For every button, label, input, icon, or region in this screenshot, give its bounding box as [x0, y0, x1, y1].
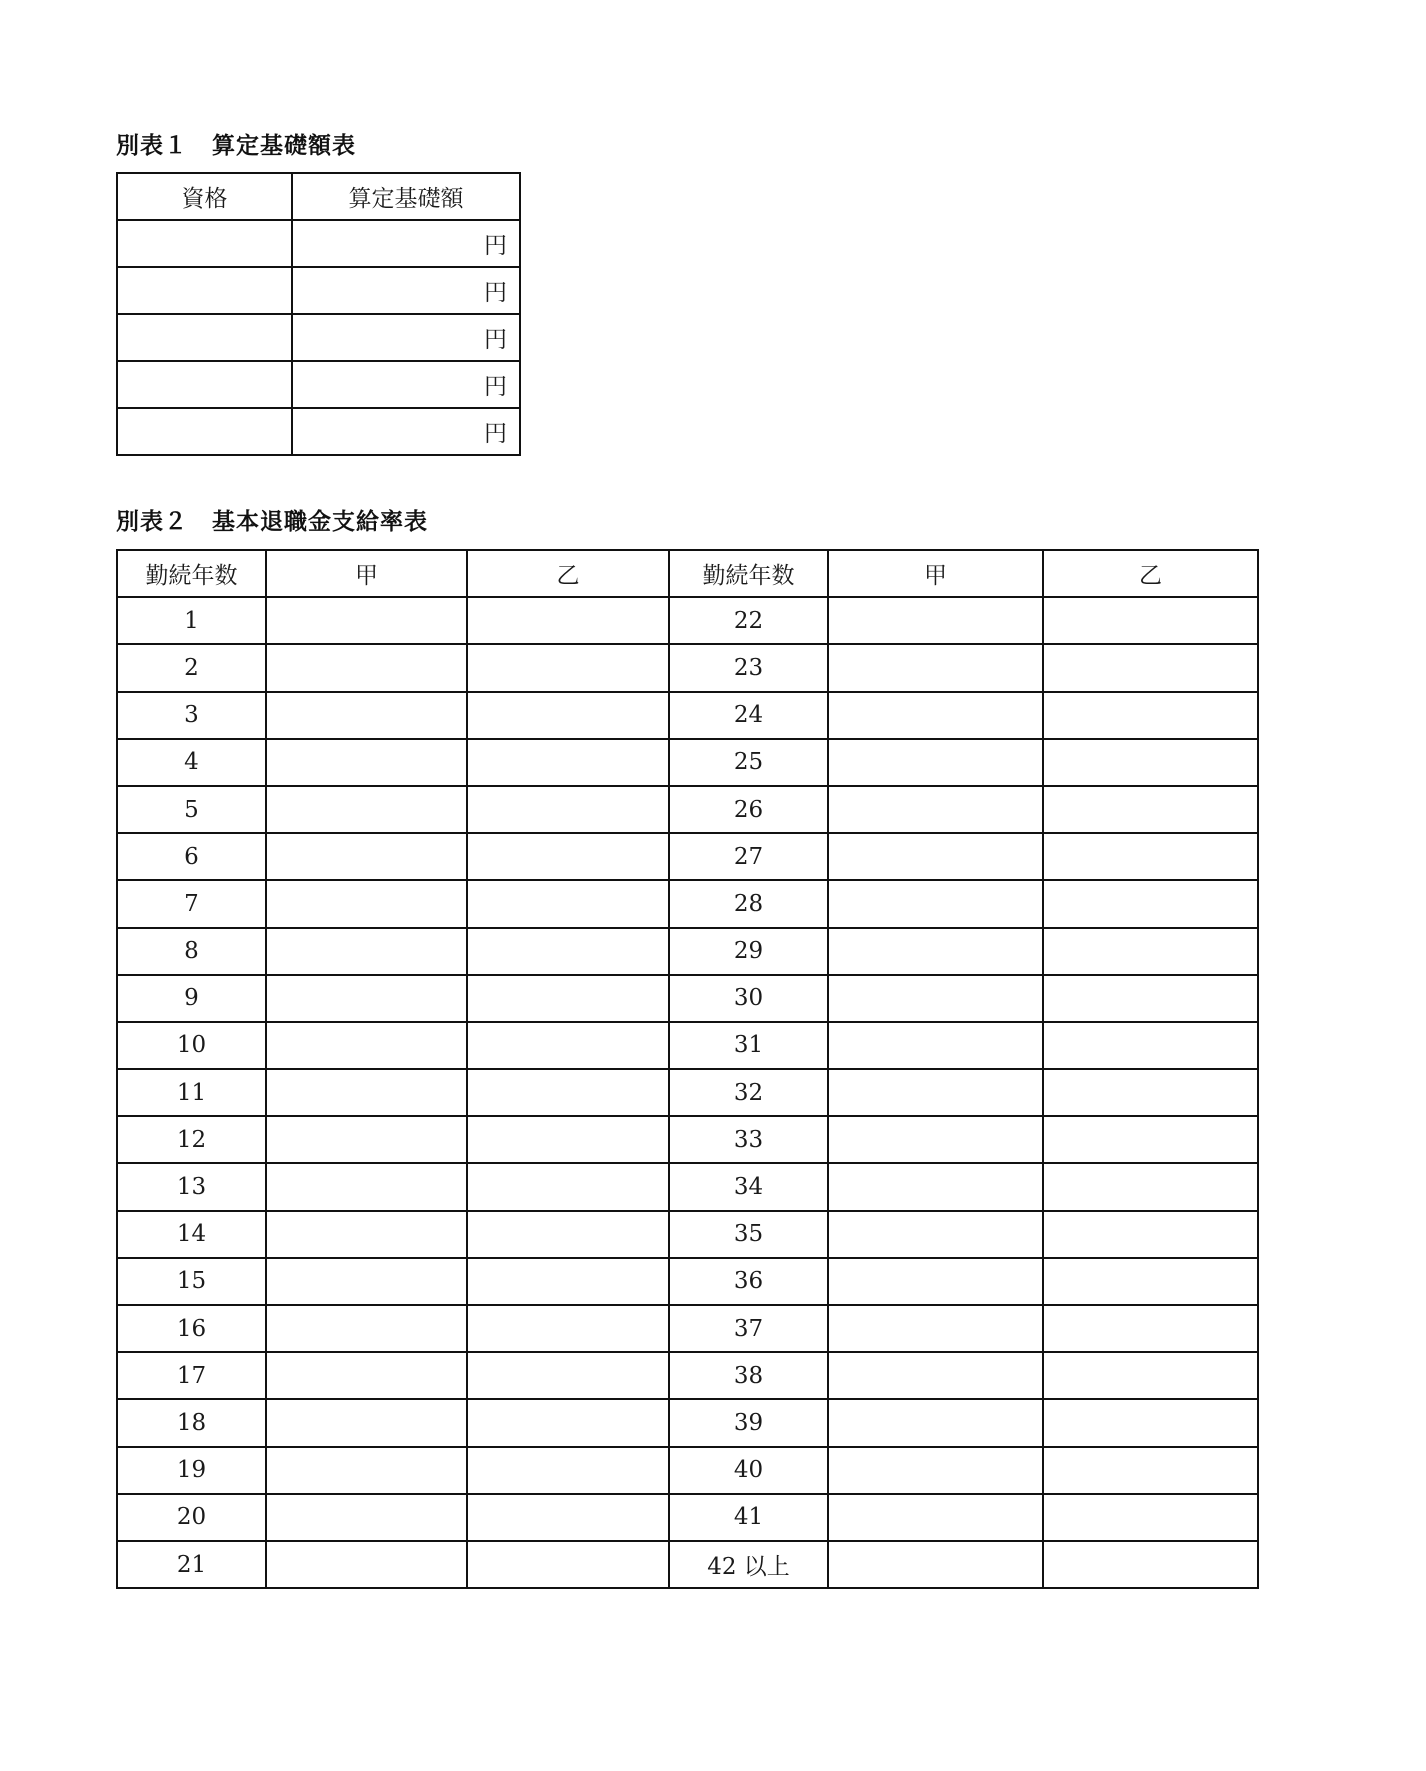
header-otsu-left: 乙	[467, 550, 669, 597]
years-cell: 1	[117, 597, 266, 644]
ko-rate-cell[interactable]	[828, 833, 1043, 880]
years-cell: 35	[669, 1211, 828, 1258]
table-row	[117, 975, 1258, 1022]
table-row	[117, 1069, 1258, 1116]
ko-rate-cell[interactable]	[266, 644, 467, 691]
table-row	[117, 361, 520, 408]
ko-rate-cell[interactable]	[828, 1305, 1043, 1352]
years-cell: 16	[117, 1305, 266, 1352]
header-base-amount: 算定基礎額	[292, 173, 520, 220]
amount-cell[interactable]: 円	[292, 220, 520, 267]
otsu-rate-cell[interactable]	[467, 880, 669, 927]
table-row	[117, 1211, 1258, 1258]
otsu-rate-cell[interactable]	[467, 1352, 669, 1399]
ko-rate-cell[interactable]	[266, 597, 467, 644]
ko-rate-cell[interactable]	[828, 1022, 1043, 1069]
qualification-cell[interactable]	[117, 361, 292, 408]
otsu-rate-cell[interactable]	[467, 644, 669, 691]
years-cell: 24	[669, 692, 828, 739]
ko-rate-cell[interactable]	[828, 692, 1043, 739]
ko-rate-cell[interactable]	[828, 1494, 1043, 1541]
years-cell: 13	[117, 1163, 266, 1210]
header-years-right: 勤続年数	[669, 550, 828, 597]
otsu-rate-cell[interactable]	[1043, 975, 1258, 1022]
years-cell: 9	[117, 975, 266, 1022]
otsu-rate-cell[interactable]	[1043, 1305, 1258, 1352]
table-row	[117, 786, 1258, 833]
years-cell: 14	[117, 1211, 266, 1258]
otsu-rate-cell[interactable]	[467, 1494, 669, 1541]
otsu-rate-cell[interactable]	[467, 1399, 669, 1446]
years-cell: 4	[117, 739, 266, 786]
years-cell: 19	[117, 1447, 266, 1494]
otsu-rate-cell[interactable]	[1043, 880, 1258, 927]
otsu-rate-cell[interactable]	[1043, 1258, 1258, 1305]
ko-rate-cell[interactable]	[266, 833, 467, 880]
years-cell: 37	[669, 1305, 828, 1352]
ko-rate-cell[interactable]	[828, 597, 1043, 644]
otsu-rate-cell[interactable]	[1043, 928, 1258, 975]
header-ko-right: 甲	[828, 550, 1043, 597]
otsu-rate-cell[interactable]	[467, 1022, 669, 1069]
amount-cell[interactable]: 円	[292, 267, 520, 314]
ko-rate-cell[interactable]	[266, 739, 467, 786]
otsu-rate-cell[interactable]	[1043, 833, 1258, 880]
table2-title: 別表２ 基本退職金支給率表	[116, 509, 428, 535]
ko-rate-cell[interactable]	[828, 786, 1043, 833]
table-row	[117, 644, 1258, 691]
years-cell: 2	[117, 644, 266, 691]
otsu-rate-cell[interactable]	[1043, 597, 1258, 644]
years-cell: 36	[669, 1258, 828, 1305]
ko-rate-cell[interactable]	[266, 1352, 467, 1399]
ko-rate-cell[interactable]	[828, 1116, 1043, 1163]
amount-cell[interactable]: 円	[292, 314, 520, 361]
years-cell: 33	[669, 1116, 828, 1163]
years-cell: 30	[669, 975, 828, 1022]
otsu-rate-cell[interactable]	[467, 692, 669, 739]
ko-rate-cell[interactable]	[266, 1447, 467, 1494]
ko-rate-cell[interactable]	[828, 1541, 1043, 1588]
table-row	[117, 314, 520, 361]
otsu-rate-cell[interactable]	[467, 1116, 669, 1163]
calculation-base-table	[116, 172, 521, 456]
ko-rate-cell[interactable]	[266, 880, 467, 927]
ko-rate-cell[interactable]	[266, 786, 467, 833]
otsu-rate-cell[interactable]	[467, 1305, 669, 1352]
table-row	[117, 1399, 1258, 1446]
years-cell: 27	[669, 833, 828, 880]
years-cell: 31	[669, 1022, 828, 1069]
ko-rate-cell[interactable]	[266, 1305, 467, 1352]
years-cell: 28	[669, 880, 828, 927]
ko-rate-cell[interactable]	[266, 1258, 467, 1305]
ko-rate-cell[interactable]	[828, 1069, 1043, 1116]
otsu-rate-cell[interactable]	[1043, 1399, 1258, 1446]
years-cell: 18	[117, 1399, 266, 1446]
table-row	[117, 408, 520, 455]
ko-rate-cell[interactable]	[266, 1541, 467, 1588]
ko-rate-cell[interactable]	[266, 692, 467, 739]
table-row	[117, 1541, 1258, 1588]
table-row	[117, 1258, 1258, 1305]
years-cell: 3	[117, 692, 266, 739]
otsu-rate-cell[interactable]	[467, 597, 669, 644]
otsu-rate-cell[interactable]	[467, 1258, 669, 1305]
years-cell: 34	[669, 1163, 828, 1210]
years-cell: 38	[669, 1352, 828, 1399]
ko-rate-cell[interactable]	[828, 1258, 1043, 1305]
ko-rate-cell[interactable]	[828, 880, 1043, 927]
ko-rate-cell[interactable]	[828, 1399, 1043, 1446]
table2-body	[117, 597, 1258, 1588]
years-cell: 29	[669, 928, 828, 975]
ko-rate-cell[interactable]	[828, 644, 1043, 691]
otsu-rate-cell[interactable]	[1043, 1541, 1258, 1588]
ko-rate-cell[interactable]	[266, 928, 467, 975]
table-row	[117, 928, 1258, 975]
table-row	[117, 1163, 1258, 1210]
table-row	[117, 1352, 1258, 1399]
years-cell: 20	[117, 1494, 266, 1541]
ko-rate-cell[interactable]	[266, 1163, 467, 1210]
otsu-rate-cell[interactable]	[467, 975, 669, 1022]
otsu-rate-cell[interactable]	[467, 1163, 669, 1210]
years-cell: 23	[669, 644, 828, 691]
header-qualification: 資格	[117, 173, 292, 220]
otsu-rate-cell[interactable]	[467, 1541, 669, 1588]
table-row	[117, 1022, 1258, 1069]
otsu-rate-cell[interactable]	[1043, 1163, 1258, 1210]
ko-rate-cell[interactable]	[828, 1352, 1043, 1399]
years-cell: 11	[117, 1069, 266, 1116]
otsu-rate-cell[interactable]	[467, 739, 669, 786]
header-otsu-right: 乙	[1043, 550, 1258, 597]
amount-cell[interactable]: 円	[292, 408, 520, 455]
years-cell: 6	[117, 833, 266, 880]
table2-header-row	[117, 550, 1258, 597]
table-row	[117, 597, 1258, 644]
ko-rate-cell[interactable]	[828, 739, 1043, 786]
amount-cell[interactable]: 円	[292, 361, 520, 408]
table-row	[117, 692, 1258, 739]
otsu-rate-cell[interactable]	[1043, 1022, 1258, 1069]
years-cell: 32	[669, 1069, 828, 1116]
otsu-rate-cell[interactable]	[1043, 1069, 1258, 1116]
otsu-rate-cell[interactable]	[1043, 1494, 1258, 1541]
qualification-cell[interactable]	[117, 408, 292, 455]
header-ko-left: 甲	[266, 550, 467, 597]
table-row	[117, 1116, 1258, 1163]
otsu-rate-cell[interactable]	[1043, 1447, 1258, 1494]
ko-rate-cell[interactable]	[828, 928, 1043, 975]
ko-rate-cell[interactable]	[828, 1447, 1043, 1494]
retirement-rate-table	[116, 549, 1259, 1589]
otsu-rate-cell[interactable]	[467, 928, 669, 975]
table1-header-row	[117, 173, 520, 220]
table-row	[117, 1447, 1258, 1494]
table-row	[117, 220, 520, 267]
otsu-rate-cell[interactable]	[467, 786, 669, 833]
table-row	[117, 267, 520, 314]
years-cell: 8	[117, 928, 266, 975]
table-row	[117, 1305, 1258, 1352]
years-cell: 21	[117, 1541, 266, 1588]
qualification-cell[interactable]	[117, 314, 292, 361]
ko-rate-cell[interactable]	[266, 1494, 467, 1541]
header-years-left: 勤続年数	[117, 550, 266, 597]
otsu-rate-cell[interactable]	[1043, 1116, 1258, 1163]
otsu-rate-cell[interactable]	[1043, 644, 1258, 691]
ko-rate-cell[interactable]	[828, 1211, 1043, 1258]
otsu-rate-cell[interactable]	[1043, 1211, 1258, 1258]
otsu-rate-cell[interactable]	[1043, 1352, 1258, 1399]
ko-rate-cell[interactable]	[828, 1163, 1043, 1210]
ko-rate-cell[interactable]	[266, 1211, 467, 1258]
ko-rate-cell[interactable]	[266, 1399, 467, 1446]
years-cell: 7	[117, 880, 266, 927]
ko-rate-cell[interactable]	[828, 975, 1043, 1022]
years-cell: 41	[669, 1494, 828, 1541]
qualification-cell[interactable]	[117, 267, 292, 314]
otsu-rate-cell[interactable]	[1043, 786, 1258, 833]
ko-rate-cell[interactable]	[266, 1022, 467, 1069]
years-cell: 10	[117, 1022, 266, 1069]
years-cell: 17	[117, 1352, 266, 1399]
ko-rate-cell[interactable]	[266, 975, 467, 1022]
years-cell: 42 以上	[669, 1541, 828, 1588]
ko-rate-cell[interactable]	[266, 1069, 467, 1116]
years-cell: 39	[669, 1399, 828, 1446]
years-cell: 22	[669, 597, 828, 644]
table-row	[117, 1494, 1258, 1541]
otsu-rate-cell[interactable]	[467, 1447, 669, 1494]
otsu-rate-cell[interactable]	[467, 1211, 669, 1258]
otsu-rate-cell[interactable]	[1043, 739, 1258, 786]
otsu-rate-cell[interactable]	[467, 1069, 669, 1116]
qualification-cell[interactable]	[117, 220, 292, 267]
years-cell: 25	[669, 739, 828, 786]
years-cell: 15	[117, 1258, 266, 1305]
table-row	[117, 739, 1258, 786]
otsu-rate-cell[interactable]	[467, 833, 669, 880]
table-row	[117, 833, 1258, 880]
years-cell: 26	[669, 786, 828, 833]
table-row	[117, 880, 1258, 927]
years-cell: 5	[117, 786, 266, 833]
years-cell: 12	[117, 1116, 266, 1163]
otsu-rate-cell[interactable]	[1043, 692, 1258, 739]
ko-rate-cell[interactable]	[266, 1116, 467, 1163]
table1-title: 別表１ 算定基礎額表	[116, 133, 356, 159]
years-cell: 40	[669, 1447, 828, 1494]
